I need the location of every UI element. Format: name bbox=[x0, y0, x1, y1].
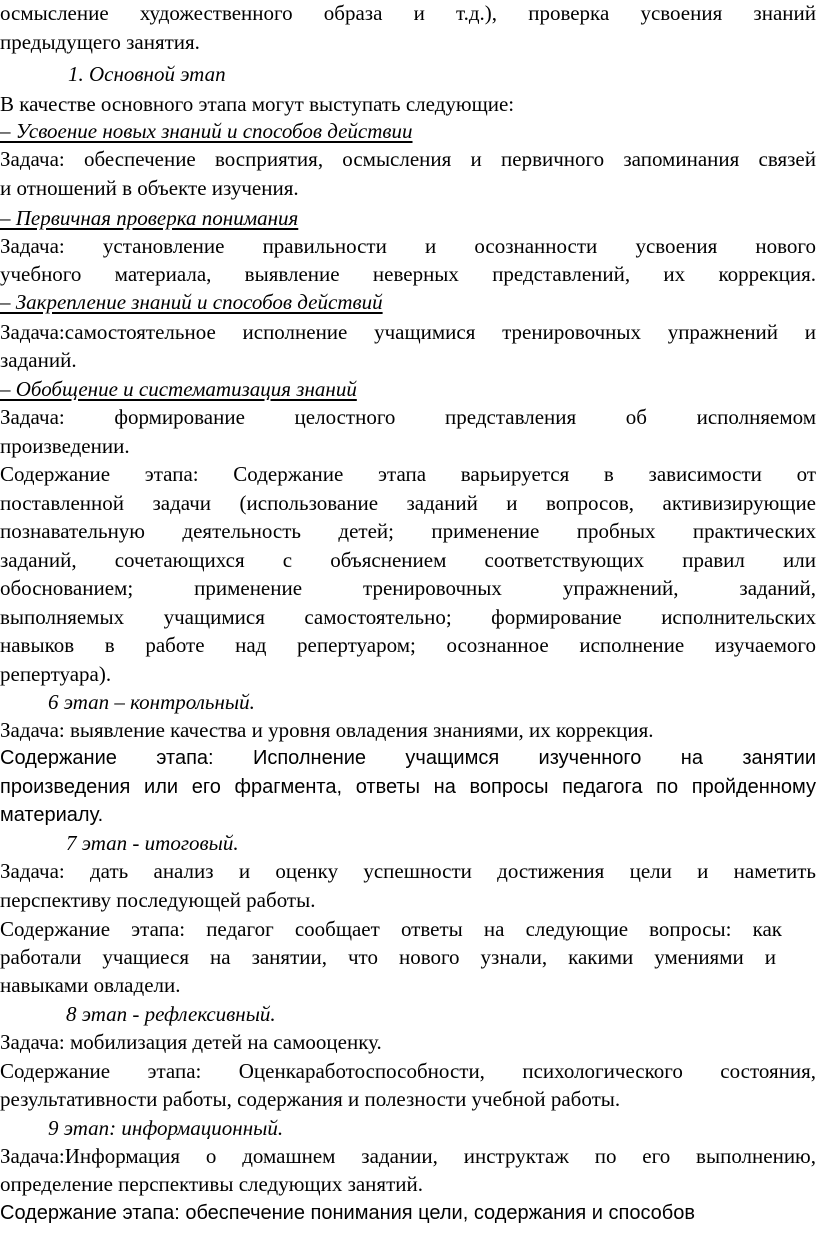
text-line: навыков в работе над репертуаром; осознанное исполнение изучаемого bbox=[0, 633, 816, 657]
text-line: учебного материала, выявление неверных представлений, их коррекция. bbox=[0, 262, 816, 286]
text-line: Задача: дать анализ и оценку успешности достижения цели и наметить bbox=[0, 859, 816, 883]
text-line: произведения или его фрагмента, ответы на вопросы педагога по пройденному bbox=[0, 776, 816, 798]
text-line: познавательную деятельность детей; применение пробных практических bbox=[0, 519, 816, 543]
text-line: Задача:самостоятельное исполнение учащимися тренировочных упражнений и bbox=[0, 320, 816, 344]
text-line: Задача: установление правильности и осознанности усвоения нового bbox=[0, 234, 816, 258]
text-line: Задача: формирование целостного представления об исполняемом bbox=[0, 405, 816, 429]
text-line: 1. Основной этап bbox=[68, 62, 226, 86]
text-line: осмысление художественного образа и т.д.), проверка усвоения знаний bbox=[0, 1, 816, 25]
text-line: Задача: выявление качества и уровня овладения знаниями, их коррекция. bbox=[0, 718, 654, 742]
text-line: заданий. bbox=[0, 348, 77, 372]
text-line: результативности работы, содержания и полезности учебной работы. bbox=[0, 1087, 621, 1111]
text-line: – Первичная проверка понимания bbox=[0, 206, 299, 230]
text-line: произведении. bbox=[0, 434, 130, 458]
text-line: репертуара). bbox=[0, 662, 112, 686]
text-line: Содержание этапа: Исполнение учащимся изученного на занятии bbox=[0, 747, 816, 769]
text-line: В качестве основного этапа могут выступать следующие: bbox=[0, 92, 515, 116]
text-line: материалу. bbox=[0, 804, 104, 826]
text-line: Содержание этапа: Содержание этапа варьируется в зависимости от bbox=[0, 462, 816, 486]
text-line: – Усвоение новых знаний и способов действии bbox=[0, 119, 413, 143]
text-line: поставленной задачи (использование заданий и вопросов, активизирующие bbox=[0, 491, 816, 515]
text-line: Задача: обеспечение восприятия, осмысления и первичного запоминания связей bbox=[0, 147, 816, 171]
text-line: Задача:Информация о домашнем задании, инструктаж по его выполнению, bbox=[0, 1144, 816, 1168]
text-line: Содержание этапа: педагог сообщает ответы на следующие вопросы: как bbox=[0, 917, 782, 941]
text-line: обоснованием; применение тренировочных упражнений, заданий, bbox=[0, 576, 816, 600]
text-line: навыками овладели. bbox=[0, 973, 181, 997]
text-line: и отношений в объекте изучения. bbox=[0, 176, 299, 200]
text-line: перспективу последующей работы. bbox=[0, 888, 316, 912]
text-line: – Закрепление знаний и способов действий bbox=[0, 290, 383, 314]
text-line: Содержание этапа: Оценкаработоспособности, психологического состояния, bbox=[0, 1059, 816, 1083]
text-line: выполняемых учащимися самостоятельно; формирование исполнительских bbox=[0, 605, 816, 629]
text-line: 9 этап: информационный. bbox=[48, 1116, 284, 1140]
text-line: – Обобщение и систематизация знаний bbox=[0, 377, 357, 401]
text-line: Задача: мобилизация детей на самооценку. bbox=[0, 1030, 382, 1054]
text-line: 6 этап – контрольный. bbox=[48, 690, 255, 714]
text-line: 7 этап - итоговый. bbox=[66, 831, 239, 855]
text-line: 8 этап - рефлексивный. bbox=[66, 1002, 276, 1026]
text-line: работали учащиеся на занятии, что нового узнали, какими умениями и bbox=[0, 945, 776, 969]
text-line: Содержание этапа: обеспечение понимания цели, содержания и способов bbox=[0, 1202, 695, 1224]
text-line: определение перспективы следующих занятий. bbox=[0, 1172, 423, 1196]
text-line: заданий, сочетающихся с объяснением соответствующих правил или bbox=[0, 548, 816, 572]
text-line: предыдущего занятия. bbox=[0, 30, 200, 54]
